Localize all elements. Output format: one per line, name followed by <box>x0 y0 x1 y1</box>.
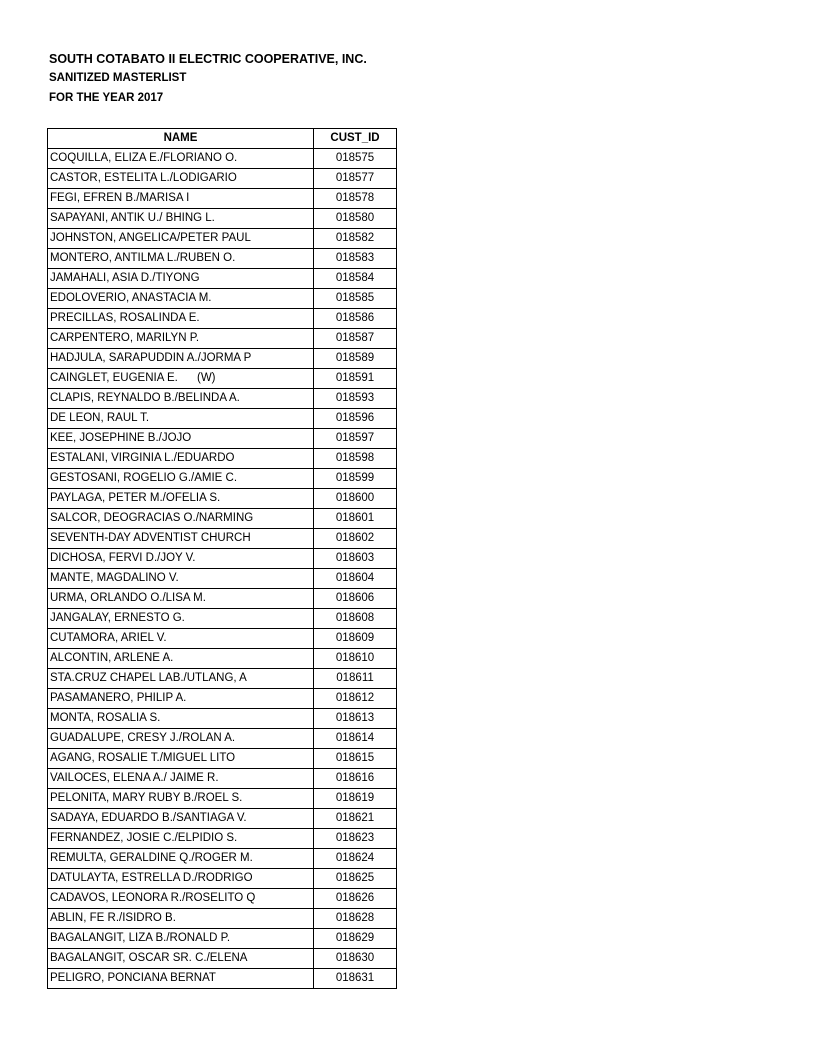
table-row <box>48 789 397 809</box>
table-row <box>48 749 397 769</box>
table-row <box>48 249 397 269</box>
table-row <box>48 829 397 849</box>
table-row <box>48 169 397 189</box>
table-row <box>48 269 397 289</box>
table-row <box>48 629 397 649</box>
customer-name-cell: ALCONTIN, ARLENE A. <box>48 649 314 669</box>
customer-id-cell: 018619 <box>314 789 397 809</box>
customer-id-cell: 018626 <box>314 889 397 909</box>
customer-name-cell: MONTERO, ANTILMA L./RUBEN O. <box>48 249 314 269</box>
customer-id-cell: 018583 <box>314 249 397 269</box>
customer-name-cell: JOHNSTON, ANGELICA/PETER PAUL <box>48 229 314 249</box>
customer-id-cell: 018602 <box>314 529 397 549</box>
customer-name-cell: MANTE, MAGDALINO V. <box>48 569 314 589</box>
customer-id-cell: 018630 <box>314 949 397 969</box>
customer-name-cell: PELONITA, MARY RUBY B./ROEL S. <box>48 789 314 809</box>
table-row <box>48 489 397 509</box>
customer-id-cell: 018598 <box>314 449 397 469</box>
table-row <box>48 229 397 249</box>
customer-name-cell: COQUILLA, ELIZA E./FLORIANO O. <box>48 149 314 169</box>
customer-name-cell: CADAVOS, LEONORA R./ROSELITO Q <box>48 889 314 909</box>
customer-id-cell: 018614 <box>314 729 397 749</box>
customer-id-cell: 018615 <box>314 749 397 769</box>
table-row <box>48 689 397 709</box>
customer-name-cell: KEE, JOSEPHINE B./JOJO <box>48 429 314 449</box>
customer-id-cell: 018577 <box>314 169 397 189</box>
year-line: FOR THE YEAR 2017 <box>49 92 164 104</box>
table-row <box>48 429 397 449</box>
table-header-row <box>48 129 397 149</box>
table-row <box>48 609 397 629</box>
customer-name-cell: BAGALANGIT, LIZA B./RONALD P. <box>48 929 314 949</box>
customer-name-cell: ESTALANI, VIRGINIA L./EDUARDO <box>48 449 314 469</box>
column-header-cust-id: CUST_ID <box>314 129 397 149</box>
table-row <box>48 289 397 309</box>
customer-name-cell: PAYLAGA, PETER M./OFELIA S. <box>48 489 314 509</box>
table-row <box>48 589 397 609</box>
customer-id-cell: 018623 <box>314 829 397 849</box>
customer-name-cell: URMA, ORLANDO O./LISA M. <box>48 589 314 609</box>
table-row <box>48 849 397 869</box>
customer-name-cell: DICHOSA, FERVI D./JOY V. <box>48 549 314 569</box>
customer-id-cell: 018609 <box>314 629 397 649</box>
customer-id-cell: 018610 <box>314 649 397 669</box>
customer-id-cell: 018616 <box>314 769 397 789</box>
customer-id-cell: 018625 <box>314 869 397 889</box>
customer-id-cell: 018599 <box>314 469 397 489</box>
table-row <box>48 569 397 589</box>
table-row <box>48 649 397 669</box>
customer-name-cell: STA.CRUZ CHAPEL LAB./UTLANG, A <box>48 669 314 689</box>
customer-id-cell: 018582 <box>314 229 397 249</box>
customer-name-cell: SALCOR, DEOGRACIAS O./NARMING <box>48 509 314 529</box>
table-row <box>48 729 397 749</box>
customer-name-cell: JAMAHALI, ASIA D./TIYONG <box>48 269 314 289</box>
table-row <box>48 769 397 789</box>
customer-name-cell: PELIGRO, PONCIANA BERNAT <box>48 969 314 989</box>
table-row <box>48 449 397 469</box>
customer-name-cell: JANGALAY, ERNESTO G. <box>48 609 314 629</box>
customer-id-cell: 018612 <box>314 689 397 709</box>
customer-id-cell: 018604 <box>314 569 397 589</box>
customer-id-cell: 018608 <box>314 609 397 629</box>
masterlist-table <box>47 128 397 989</box>
customer-name-cell: MONTA, ROSALIA S. <box>48 709 314 729</box>
customer-id-cell: 018601 <box>314 509 397 529</box>
customer-id-cell: 018585 <box>314 289 397 309</box>
customer-name-cell: CAINGLET, EUGENIA E. (W) <box>48 369 314 389</box>
customer-id-cell: 018624 <box>314 849 397 869</box>
customer-id-cell: 018606 <box>314 589 397 609</box>
customer-name-cell: CUTAMORA, ARIEL V. <box>48 629 314 649</box>
document-subtitle: SANITIZED MASTERLIST <box>49 72 187 84</box>
table-row <box>48 809 397 829</box>
table-row <box>48 349 397 369</box>
table-body <box>48 149 397 989</box>
customer-id-cell: 018589 <box>314 349 397 369</box>
table-row <box>48 549 397 569</box>
table-row <box>48 389 397 409</box>
customer-id-cell: 018613 <box>314 709 397 729</box>
table-row <box>48 369 397 389</box>
customer-name-cell: ABLIN, FE R./ISIDRO B. <box>48 909 314 929</box>
customer-id-cell: 018578 <box>314 189 397 209</box>
customer-name-cell: SAPAYANI, ANTIK U./ BHING L. <box>48 209 314 229</box>
customer-id-cell: 018600 <box>314 489 397 509</box>
customer-name-cell: DATULAYTA, ESTRELLA D./RODRIGO <box>48 869 314 889</box>
customer-id-cell: 018629 <box>314 929 397 949</box>
customer-name-cell: GUADALUPE, CRESY J./ROLAN A. <box>48 729 314 749</box>
customer-name-cell: EDOLOVERIO, ANASTACIA M. <box>48 289 314 309</box>
customer-id-cell: 018603 <box>314 549 397 569</box>
table-row <box>48 949 397 969</box>
customer-name-cell: PRECILLAS, ROSALINDA E. <box>48 309 314 329</box>
table-row <box>48 309 397 329</box>
customer-name-cell: CARPENTERO, MARILYN P. <box>48 329 314 349</box>
customer-name-cell: GESTOSANI, ROGELIO G./AMIE C. <box>48 469 314 489</box>
customer-name-cell: REMULTA, GERALDINE Q./ROGER M. <box>48 849 314 869</box>
table-row <box>48 469 397 489</box>
table-row <box>48 409 397 429</box>
document-header <box>49 50 367 108</box>
customer-name-cell: CASTOR, ESTELITA L./LODIGARIO <box>48 169 314 189</box>
customer-name-cell: DE LEON, RAUL T. <box>48 409 314 429</box>
customer-name-cell: AGANG, ROSALIE T./MIGUEL LITO <box>48 749 314 769</box>
customer-id-cell: 018596 <box>314 409 397 429</box>
customer-name-cell: VAILOCES, ELENA A./ JAIME R. <box>48 769 314 789</box>
table-row <box>48 969 397 989</box>
customer-name-cell: CLAPIS, REYNALDO B./BELINDA A. <box>48 389 314 409</box>
customer-name-cell: HADJULA, SARAPUDDIN A./JORMA P <box>48 349 314 369</box>
customer-name-cell: PASAMANERO, PHILIP A. <box>48 689 314 709</box>
customer-id-cell: 018611 <box>314 669 397 689</box>
table-row <box>48 669 397 689</box>
customer-id-cell: 018586 <box>314 309 397 329</box>
customer-id-cell: 018587 <box>314 329 397 349</box>
table-row <box>48 909 397 929</box>
customer-id-cell: 018621 <box>314 809 397 829</box>
table-row <box>48 209 397 229</box>
customer-name-cell: SEVENTH-DAY ADVENTIST CHURCH <box>48 529 314 549</box>
table-row <box>48 929 397 949</box>
customer-id-cell: 018584 <box>314 269 397 289</box>
column-header-name: NAME <box>48 129 314 149</box>
customer-name-cell: BAGALANGIT, OSCAR SR. C./ELENA <box>48 949 314 969</box>
customer-name-cell: FERNANDEZ, JOSIE C./ELPIDIO S. <box>48 829 314 849</box>
table-row <box>48 149 397 169</box>
customer-id-cell: 018575 <box>314 149 397 169</box>
customer-id-cell: 018593 <box>314 389 397 409</box>
customer-id-cell: 018597 <box>314 429 397 449</box>
customer-id-cell: 018631 <box>314 969 397 989</box>
customer-name-cell: SADAYA, EDUARDO B./SANTIAGA V. <box>48 809 314 829</box>
table-row <box>48 509 397 529</box>
company-title: SOUTH COTABATO II ELECTRIC COOPERATIVE, INC. <box>49 52 367 66</box>
table-row <box>48 529 397 549</box>
customer-id-cell: 018591 <box>314 369 397 389</box>
customer-id-cell: 018628 <box>314 909 397 929</box>
table-row <box>48 889 397 909</box>
table-row <box>48 709 397 729</box>
table-row <box>48 869 397 889</box>
customer-name-cell: FEGI, EFREN B./MARISA I <box>48 189 314 209</box>
customer-id-cell: 018580 <box>314 209 397 229</box>
table-row <box>48 329 397 349</box>
table-row <box>48 189 397 209</box>
